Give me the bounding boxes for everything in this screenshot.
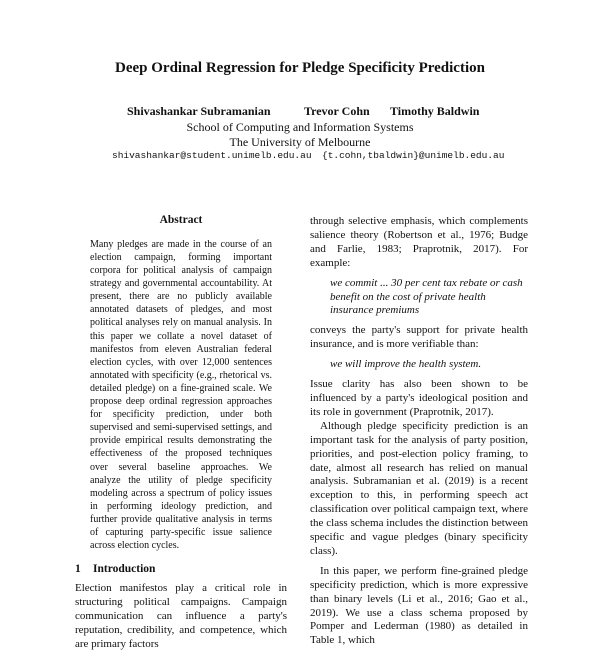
author-name: Shivashankar Subramanian (127, 104, 271, 118)
section-title: Introduction (93, 563, 156, 576)
body-paragraph: Although pledge specificity prediction is an important task for the analysis of party position, priorities, and post-election policy framing, to date, almost all research has relied on manual analysis. Subramanian et al. (2019) is a recent exception to this, in performing speech act classification over political campaign text, where the class schema includes the distinction between specific and vague pledges (binary specificity class). (310, 419, 528, 557)
section-heading (75, 563, 287, 577)
email-address: {t.cohn,tbaldwin}@unimelb.edu.au (322, 150, 505, 161)
right-column (310, 215, 528, 648)
abstract-text: Many pledges are made in the course of an election campaign, forming important corpora for political analysis of campaign strategy and governmental accountability. At present, there are no publicly available annotated datasets of pledges, and most political analyses rely on manual analysis. In this paper we collate a novel dataset of manifestos from eleven Australian federal election cycles, with over 12,000 sentences annotated with specificity (e.g., rhetorical vs. detailed pledge) on a fine-grained scale. We propose deep ordinal regression approaches for specificity prediction, under both supervised and semi-supervised settings, and provide empirical results demonstrating the effectiveness of the proposed techniques over several baseline approaches. We analyze the utility of pledge specificity modeling across a spectrum of policy issues in performing ideology prediction, and further provide qualitative analysis in terms of capturing party-specific issue salience across election cycles. (90, 238, 272, 552)
example-quote: we commit ... 30 per cent tax rebate or cash benefit on the cost of private health insurance premiums (330, 276, 523, 317)
abstract-heading: Abstract (159, 214, 203, 226)
paper-title: Deep Ordinal Regression for Pledge Specificity Prediction (115, 60, 485, 76)
author-name: Trevor Cohn (304, 104, 370, 118)
section-number: 1 (75, 563, 81, 576)
author-name: Timothy Baldwin (390, 104, 480, 118)
body-paragraph: conveys the party's support for private health insurance, and is more verifiable than: (310, 324, 528, 351)
example-quote: we will improve the health system. (330, 358, 482, 371)
body-paragraph: through selective emphasis, which complements salience theory (Robertson et al., 1976; Budge and Farlie, 1983; Praprotnik, 2017). For example: (310, 215, 528, 269)
left-column (75, 214, 287, 652)
body-paragraph: In this paper, we perform fine-grained pledge specificity prediction, which is more expressive than binary levels (Li et al., 2016; Gao et al., 2019). We use a class schema proposed by Pomper and Lederman (1980) as detailed in Table 1, which (310, 564, 528, 647)
body-paragraph: Issue clarity has also been shown to be influenced by a party's ideological position and its role in government (Praprotnik, 2017). (310, 378, 528, 418)
affiliation-line: The University of Melbourne (229, 135, 371, 149)
affiliation-line: School of Computing and Information Systems (186, 120, 414, 134)
intro-paragraph: Election manifestos play a critical role in structuring political campaigns. Campaign communication can influence a party's reputation, credibility, and competence, which are primary factors (75, 582, 287, 650)
email-address: shivashankar@student.unimelb.edu.au (112, 150, 312, 161)
